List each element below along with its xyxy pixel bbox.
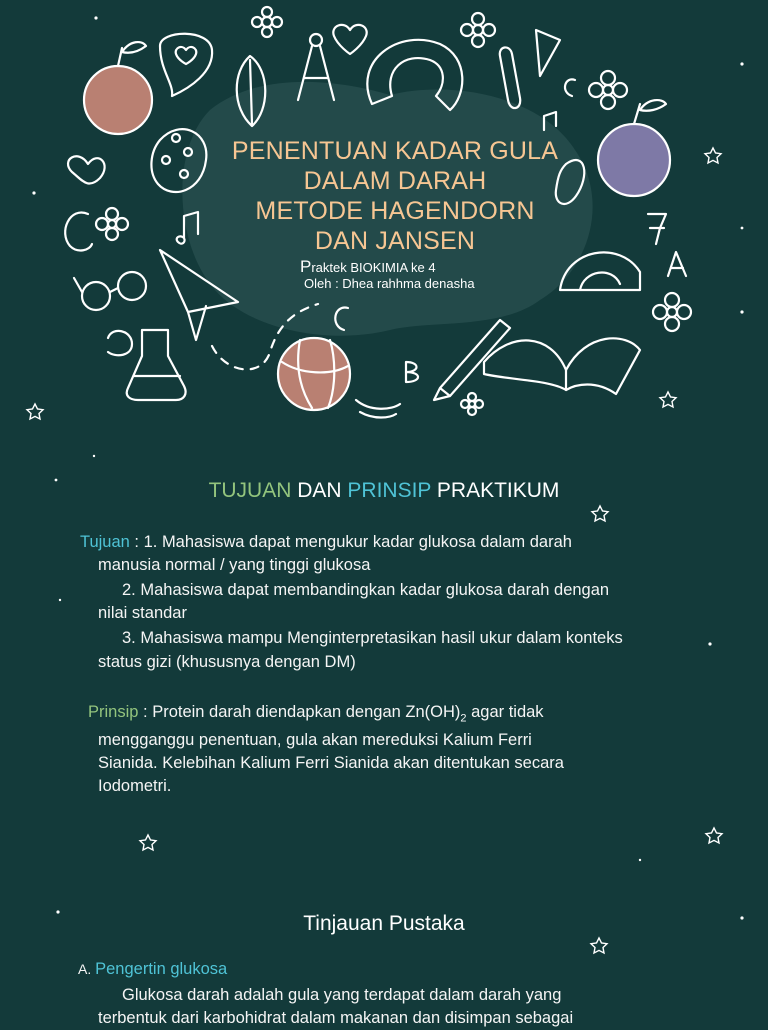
paperclip-icon bbox=[500, 47, 520, 108]
flask-icon bbox=[108, 330, 186, 400]
push-pin-icon bbox=[648, 214, 666, 244]
apple-icon bbox=[84, 42, 152, 134]
star-icon bbox=[706, 828, 722, 843]
section-heading bbox=[0, 479, 768, 503]
letter-c-icon bbox=[565, 79, 575, 96]
prinsip-label: Prinsip bbox=[88, 703, 139, 721]
flower-icon bbox=[589, 71, 627, 109]
ball-icon bbox=[278, 338, 350, 410]
prinsip-text-end: agar tidak bbox=[466, 703, 544, 721]
prinsip-line-1 bbox=[88, 700, 544, 730]
cover-title-line: METODE HAGENDORN bbox=[255, 197, 535, 225]
tujuan-line-4: nilai standar bbox=[98, 604, 187, 622]
tinjauan-item-a bbox=[78, 957, 227, 981]
course-text: raktek BIOKIMIA ke 4 bbox=[311, 260, 436, 275]
cover-title-line: DAN JANSEN bbox=[314, 227, 476, 255]
subscript: 2 bbox=[460, 712, 467, 725]
cover-title bbox=[150, 136, 640, 256]
tujuan-text: : 1. Mahasiswa dapat mengukur kadar glukosa dalam darah bbox=[129, 533, 572, 551]
flower-icon bbox=[461, 13, 495, 47]
flower-icon bbox=[252, 7, 282, 37]
tinjauan-line-1: Glukosa darah adalah gula yang terdapat dalam darah yang bbox=[122, 986, 562, 1004]
heading-dan: DAN bbox=[291, 479, 348, 502]
course-initial: P bbox=[300, 257, 312, 276]
glasses-icon bbox=[74, 272, 146, 310]
star-icon bbox=[140, 835, 156, 850]
flower-icon bbox=[96, 208, 128, 240]
open-book-icon bbox=[484, 338, 640, 394]
bow-icon bbox=[68, 156, 105, 183]
cover-subtitle bbox=[300, 259, 475, 292]
letter-a-icon bbox=[668, 252, 686, 276]
pencil-icon bbox=[434, 320, 510, 400]
letter-c-icon bbox=[65, 213, 92, 251]
item-title: Pengertin glukosa bbox=[95, 960, 228, 978]
prinsip-line-4: Iodometri. bbox=[98, 777, 172, 795]
flower-icon bbox=[461, 393, 483, 415]
star-icon bbox=[591, 938, 607, 953]
heading-tujuan: TUJUAN bbox=[208, 479, 292, 502]
flower-icon bbox=[653, 293, 691, 331]
cover-title-line: PENENTUAN KADAR GULA bbox=[231, 137, 559, 165]
author-line: Oleh : Dhea rahhma denasha bbox=[304, 276, 475, 291]
motion-lines bbox=[356, 400, 400, 418]
tujuan-line-5: 3. Mahasiswa mampu Menginterpretasikan hasil ukur dalam konteks bbox=[122, 629, 623, 647]
heart-icon bbox=[160, 34, 212, 96]
item-marker: A. bbox=[78, 961, 96, 977]
prinsip-line-3: Sianida. Kelebihan Kalium Ferri Sianida akan ditentukan secara bbox=[98, 754, 564, 772]
tinjauan-line-2: terbentuk dari karbohidrat dalam makanan dan disimpan sebagai bbox=[98, 1009, 574, 1027]
tujuan-label: Tujuan bbox=[80, 533, 130, 551]
tujuan-line-6: status gizi (khususnya dengan DM) bbox=[98, 653, 356, 671]
heading-praktikum: PRAKTIKUM bbox=[431, 479, 560, 502]
triangle-ruler-icon bbox=[536, 30, 560, 76]
tujuan-line-3: 2. Mahasiswa dapat membandingkan kadar glukosa darah dengan bbox=[122, 581, 610, 599]
letter-b-icon bbox=[406, 362, 418, 382]
course-line bbox=[300, 259, 475, 276]
cover-title-line: DALAM DARAH bbox=[303, 167, 487, 195]
heading-prinsip: PRINSIP bbox=[347, 479, 432, 502]
tujuan-line-1 bbox=[80, 530, 572, 554]
prinsip-text: : Protein darah diendapkan dengan Zn(OH) bbox=[138, 703, 461, 721]
tujuan-line-2: manusia normal / yang tinggi glukosa bbox=[98, 556, 371, 574]
star-icon bbox=[592, 506, 608, 521]
heart-icon bbox=[333, 25, 366, 54]
tinjauan-heading: Tinjauan Pustaka bbox=[303, 912, 465, 935]
prinsip-line-2: mengganggu penentuan, gula akan mereduksi Kalium Ferri bbox=[98, 731, 532, 749]
